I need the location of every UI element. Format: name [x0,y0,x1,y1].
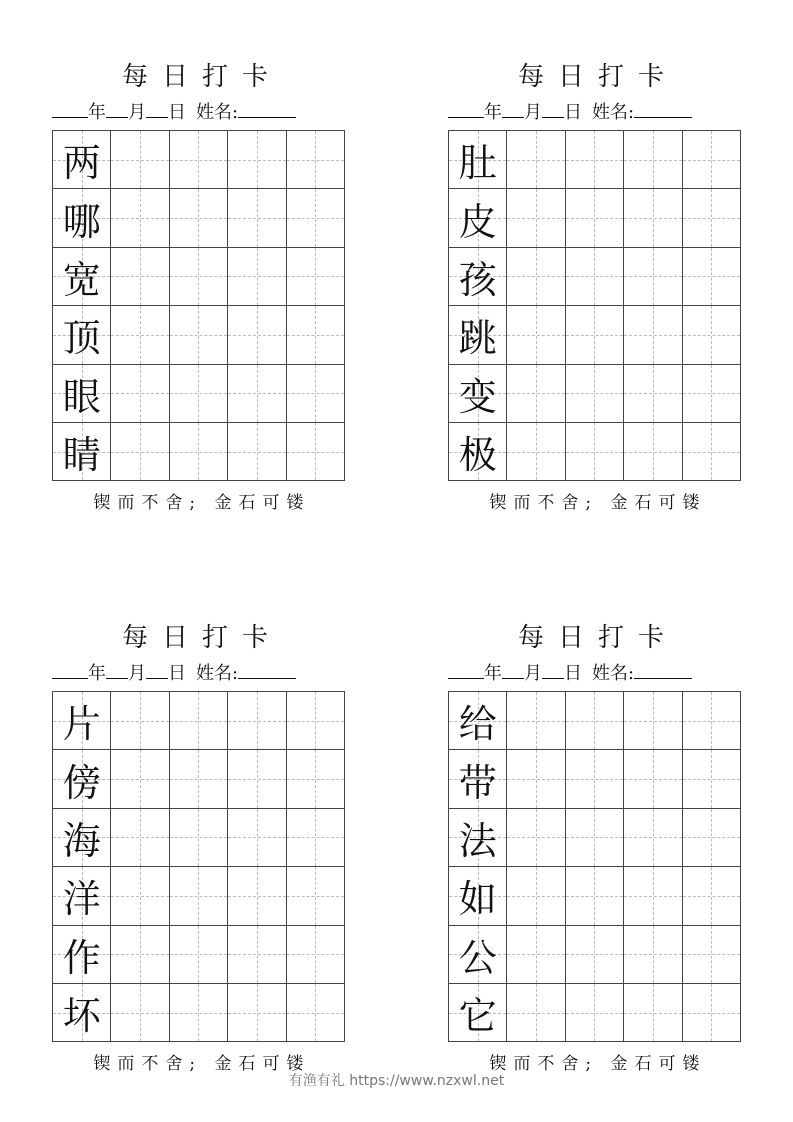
practice-cell[interactable] [228,983,286,1041]
example-char: 顶 [62,316,101,361]
practice-cell[interactable] [286,306,344,364]
example-char: 它 [458,994,497,1039]
grid-row [53,925,345,983]
practice-cell[interactable] [111,925,169,983]
month-label: 月 [128,663,146,684]
example-cell [449,422,507,480]
practice-cell[interactable] [624,692,682,750]
example-char: 洋 [62,877,101,922]
example-cell [53,422,111,480]
grid-row [53,247,345,305]
practice-cell[interactable] [682,189,740,247]
practice-cell[interactable] [286,364,344,422]
example-char: 带 [458,760,497,805]
example-cell [449,692,507,750]
grid-row [449,808,741,866]
practice-cell[interactable] [169,422,227,480]
practice-cell[interactable] [565,808,623,866]
grid-row [449,364,741,422]
practice-cell[interactable] [286,808,344,866]
practice-cell[interactable] [111,867,169,925]
practice-cell[interactable] [111,750,169,808]
grid-row [53,422,345,480]
name-label: 姓名: [592,663,635,684]
example-cell [449,189,507,247]
grid-row [449,306,741,364]
name-label: 姓名: [592,102,635,123]
example-cell [53,131,111,189]
practice-cell[interactable] [565,983,623,1041]
card-title: 每日打卡 [517,623,678,653]
practice-cell[interactable] [169,306,227,364]
practice-cell[interactable] [286,422,344,480]
example-cell [53,867,111,925]
year-blank[interactable] [448,103,484,118]
writing-grid [448,691,741,1042]
practice-cell[interactable] [682,867,740,925]
practice-cell[interactable] [169,131,227,189]
grid-row [53,867,345,925]
year-blank[interactable] [52,664,88,679]
practice-cell[interactable] [228,867,286,925]
practice-cell[interactable] [682,306,740,364]
writing-grid [52,691,345,1042]
example-char: 公 [458,935,497,980]
name-blank[interactable] [634,664,692,679]
example-char: 作 [62,935,101,980]
practice-cell[interactable] [507,750,565,808]
example-cell [53,983,111,1041]
practice-cell[interactable] [111,808,169,866]
example-cell [449,925,507,983]
example-char: 给 [458,702,497,747]
practice-cell[interactable] [682,692,740,750]
day-blank[interactable] [146,103,168,118]
practice-cell[interactable] [228,750,286,808]
practice-cell[interactable] [228,364,286,422]
grid-row [449,247,741,305]
practice-cell[interactable] [682,131,740,189]
practice-cell[interactable] [507,983,565,1041]
grid-row [449,422,741,480]
example-cell [449,247,507,305]
grid-row [449,189,741,247]
grid-row [449,131,741,189]
practice-cell[interactable] [228,925,286,983]
name-blank[interactable] [238,664,296,679]
date-name-line [448,98,748,124]
practice-cell[interactable] [228,189,286,247]
practice-cell[interactable] [624,364,682,422]
practice-cell[interactable] [624,131,682,189]
practice-cell[interactable] [228,247,286,305]
example-char: 法 [458,818,497,863]
example-cell [449,867,507,925]
practice-cell[interactable] [111,422,169,480]
writing-grid [448,130,741,481]
practice-cell[interactable] [111,306,169,364]
day-label: 日 [168,663,186,684]
practice-cell[interactable] [286,692,344,750]
example-char: 皮 [458,199,497,244]
example-cell [53,364,111,422]
practice-cell[interactable] [507,808,565,866]
grid-row [53,189,345,247]
practice-cell[interactable] [169,189,227,247]
month-blank[interactable] [502,103,524,118]
practice-cell[interactable] [565,247,623,305]
motto: 锲而不舍; 金石可镂 [489,493,707,513]
practice-cell[interactable] [169,983,227,1041]
name-blank[interactable] [634,103,692,118]
date-name-line [448,659,748,685]
card-title: 每日打卡 [517,62,678,92]
example-cell [449,364,507,422]
practice-cell[interactable] [111,364,169,422]
example-char: 宽 [62,257,101,302]
example-char: 如 [458,877,497,922]
practice-cell[interactable] [111,131,169,189]
practice-cell[interactable] [565,925,623,983]
practice-cell[interactable] [624,867,682,925]
motto: 锲而不舍; 金石可镂 [93,1054,311,1074]
example-cell [449,983,507,1041]
practice-cell[interactable] [169,364,227,422]
example-cell [449,808,507,866]
practice-cell[interactable] [682,925,740,983]
month-blank[interactable] [502,664,524,679]
practice-cell[interactable] [624,925,682,983]
month-blank[interactable] [106,103,128,118]
practice-cell[interactable] [169,808,227,866]
practice-cell[interactable] [111,692,169,750]
card-title: 每日打卡 [121,62,282,92]
grid-row [449,867,741,925]
name-label: 姓名: [196,663,239,684]
year-label: 年 [484,663,502,684]
practice-cell[interactable] [565,364,623,422]
practice-cell[interactable] [565,692,623,750]
practice-cell[interactable] [111,983,169,1041]
practice-cell[interactable] [565,189,623,247]
writing-grid [52,130,345,481]
practice-cell[interactable] [565,867,623,925]
practice-cell[interactable] [565,131,623,189]
example-char: 片 [62,702,101,747]
practice-cell[interactable] [507,422,565,480]
year-label: 年 [88,663,106,684]
example-char: 变 [458,374,497,419]
practice-cell[interactable] [507,867,565,925]
practice-cell[interactable] [228,692,286,750]
month-blank[interactable] [106,664,128,679]
example-cell [53,692,111,750]
day-blank[interactable] [542,103,564,118]
practice-cell[interactable] [286,925,344,983]
day-label: 日 [564,102,582,123]
practice-cell[interactable] [169,750,227,808]
practice-cell[interactable] [682,247,740,305]
practice-cell[interactable] [169,867,227,925]
example-char: 两 [62,141,101,186]
example-cell [449,750,507,808]
example-cell [449,306,507,364]
practice-cell[interactable] [682,808,740,866]
name-blank[interactable] [238,103,296,118]
practice-cell[interactable] [565,306,623,364]
example-char: 海 [62,818,101,863]
example-cell [53,247,111,305]
practice-cell[interactable] [169,925,227,983]
practice-cell[interactable] [286,247,344,305]
name-label: 姓名: [196,102,239,123]
example-cell [53,808,111,866]
footer-watermark: 有渔有礼 https://www.nzxwl.net [288,1073,505,1089]
practice-cell[interactable] [169,247,227,305]
practice-cell[interactable] [111,189,169,247]
motto: 锲而不舍; 金石可镂 [93,493,311,513]
date-name-line [52,659,352,685]
example-char: 孩 [458,257,497,302]
year-label: 年 [484,102,502,123]
example-char: 跳 [458,316,497,361]
grid-row [53,808,345,866]
practice-cell[interactable] [507,131,565,189]
date-name-line [52,98,352,124]
practice-cell[interactable] [682,364,740,422]
grid-row [53,364,345,422]
practice-cell[interactable] [624,247,682,305]
grid-row [53,306,345,364]
grid-row [449,750,741,808]
practice-cell[interactable] [286,189,344,247]
practice-cell[interactable] [228,808,286,866]
example-cell [53,189,111,247]
month-label: 月 [524,102,542,123]
practice-cell[interactable] [624,422,682,480]
grid-row [449,925,741,983]
motto: 锲而不舍; 金石可镂 [489,1054,707,1074]
practice-cell[interactable] [228,306,286,364]
practice-cell[interactable] [507,306,565,364]
practice-cell[interactable] [507,364,565,422]
month-label: 月 [524,663,542,684]
grid-row [53,692,345,750]
practice-cell[interactable] [286,750,344,808]
practice-cell[interactable] [507,925,565,983]
grid-row [449,983,741,1041]
practice-cell[interactable] [228,422,286,480]
practice-cell[interactable] [228,131,286,189]
example-cell [53,925,111,983]
practice-cell[interactable] [565,422,623,480]
practice-cell[interactable] [624,983,682,1041]
practice-cell[interactable] [507,189,565,247]
month-label: 月 [128,102,146,123]
example-char: 坏 [62,994,101,1039]
practice-cell[interactable] [286,983,344,1041]
year-label: 年 [88,102,106,123]
grid-row [53,131,345,189]
practice-cell[interactable] [169,692,227,750]
day-blank[interactable] [146,664,168,679]
practice-cell[interactable] [682,983,740,1041]
practice-cell[interactable] [682,422,740,480]
year-blank[interactable] [52,103,88,118]
practice-cell[interactable] [507,692,565,750]
practice-cell[interactable] [286,131,344,189]
grid-row [449,692,741,750]
practice-cell[interactable] [624,750,682,808]
grid-row [53,750,345,808]
example-cell [53,750,111,808]
practice-cell[interactable] [111,247,169,305]
example-char: 睛 [62,433,101,478]
practice-cell[interactable] [682,750,740,808]
day-label: 日 [168,102,186,123]
practice-cell[interactable] [624,189,682,247]
example-char: 傍 [62,760,101,805]
practice-cell[interactable] [507,247,565,305]
day-label: 日 [564,663,582,684]
year-blank[interactable] [448,664,484,679]
practice-cell[interactable] [565,750,623,808]
example-char: 肚 [458,141,497,186]
example-char: 极 [458,433,497,478]
example-cell [449,131,507,189]
example-char: 眼 [62,374,101,419]
practice-cell[interactable] [286,867,344,925]
day-blank[interactable] [542,664,564,679]
practice-cell[interactable] [624,306,682,364]
example-cell [53,306,111,364]
practice-cell[interactable] [624,808,682,866]
example-char: 哪 [62,199,101,244]
card-title: 每日打卡 [121,623,282,653]
grid-row [53,983,345,1041]
